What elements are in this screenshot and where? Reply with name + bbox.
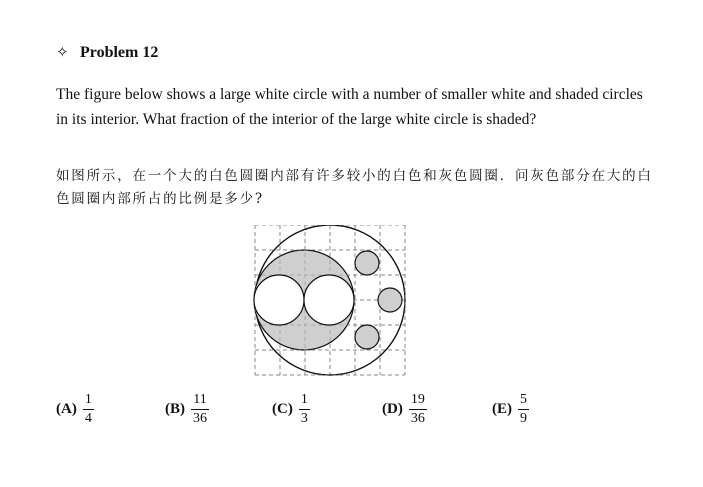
choice-fraction xyxy=(409,392,427,427)
answer-choices xyxy=(56,392,616,432)
problem-header xyxy=(56,43,158,62)
choice-e[interactable] xyxy=(492,392,529,427)
choice-a[interactable] xyxy=(56,392,94,427)
choice-label: (C) xyxy=(272,401,293,417)
choice-label: (B) xyxy=(165,401,185,417)
choice-b[interactable] xyxy=(165,392,209,427)
fraction-numerator: 11 xyxy=(191,392,208,410)
small-shaded-circle-right xyxy=(378,288,402,312)
choice-d[interactable] xyxy=(382,392,427,427)
choice-fraction xyxy=(299,392,310,427)
choice-label: (D) xyxy=(382,401,403,417)
problem-figure xyxy=(250,225,410,380)
circle-figure-svg xyxy=(250,225,410,380)
fraction-denominator: 36 xyxy=(193,411,207,426)
fraction-numerator: 1 xyxy=(299,392,310,410)
choice-c[interactable] xyxy=(272,392,310,427)
choice-label: (A) xyxy=(56,401,77,417)
left-white-circle xyxy=(254,275,304,325)
choice-label: (E) xyxy=(492,401,512,417)
choice-fraction xyxy=(518,392,529,427)
problem-text-chinese: 如图所示，在一个大的白色圆圈内部有许多较小的白色和灰色圆圈．问灰色部分在大的白色圆圈内部所占的比例是多少? xyxy=(56,168,653,207)
fraction-numerator: 1 xyxy=(83,392,94,410)
fraction-denominator: 4 xyxy=(84,411,92,426)
right-white-circle xyxy=(304,275,354,325)
fraction-numerator: 5 xyxy=(518,392,529,410)
fraction-numerator: 19 xyxy=(409,392,427,410)
fraction-denominator: 36 xyxy=(410,411,425,426)
choice-fraction xyxy=(191,392,209,427)
choice-fraction xyxy=(83,392,94,427)
small-shaded-circle-top xyxy=(355,251,379,275)
fraction-denominator: 3 xyxy=(300,411,308,426)
four-point-star-icon: ✧ xyxy=(56,45,69,61)
problem-title: Problem 12 xyxy=(80,43,159,61)
fraction-denominator: 9 xyxy=(520,411,527,426)
problem-text-english: The figure below shows a large white circle with a number of smaller white and shaded circles in its interior. What fraction of the interior of the large white circle is shaded? xyxy=(56,86,643,128)
small-shaded-circle-bottom xyxy=(355,325,379,349)
